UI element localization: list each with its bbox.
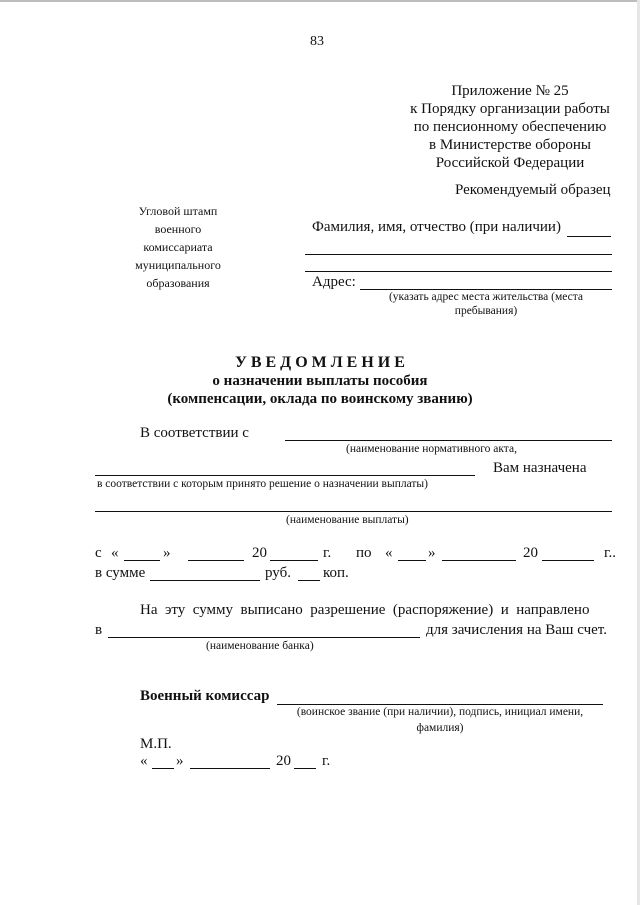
fio-field-line-1[interactable] [567,236,611,237]
act-field-line-2[interactable] [95,475,475,476]
period-to-prefix: по [356,545,372,561]
period-to-year-suffix: г.. [604,545,616,561]
address-hint-2: пребывания) [454,305,518,317]
period-from-year-field[interactable] [270,560,318,561]
seal-label: М.П. [140,736,172,752]
act-hint: (наименование нормативного акта, [346,443,517,455]
period-from-day-field[interactable] [124,560,160,561]
fio-label: Фамилия, имя, отчество (при наличии) [312,219,561,235]
page-number: 83 [310,34,324,49]
appendix-line-3: по пенсионному обеспечению [413,119,607,135]
period-from-year-suffix: г. [323,545,332,561]
period-to-quote-close: » [428,545,436,561]
date-year-prefix: 20 [276,753,291,769]
period-from-quote-close: » [163,545,171,561]
date-day-field[interactable] [152,768,174,769]
date-year-field[interactable] [294,768,316,769]
sum-kop-label: коп. [323,565,349,581]
date-month-field[interactable] [190,768,270,769]
recommended-sample: Рекомендуемый образец [455,182,611,198]
period-to-year-field[interactable] [542,560,594,561]
sum-rub-label: руб. [265,565,291,581]
commissar-hint-2: фамилия) [416,722,464,734]
stamp-line-1: Угловой штамп [138,204,218,218]
appendix-block [390,82,630,172]
permission-text: На эту сумму выписано разрешение (распоряжение) и направлено [140,602,590,618]
period-to-day-field[interactable] [398,560,426,561]
payment-hint: (наименование выплаты) [286,514,409,526]
period-from-quote-open: « [111,545,119,561]
notice-subtitle-1: о назначении выплаты пособия [212,373,428,389]
date-quote-close: » [176,753,184,769]
stamp-line-2: военного [154,222,202,236]
bank-suffix: для зачисления на Ваш счет. [426,622,607,638]
fio-field-line-2[interactable] [305,254,612,255]
fio-field-line-3[interactable] [305,271,612,272]
sum-rub-field[interactable] [150,580,260,581]
date-quote-open: « [140,753,148,769]
bank-hint: (наименование банка) [206,640,314,652]
commissar-hint-1: (воинское звание (при наличии), подпись, инициал имени, [296,706,584,718]
address-hint-1: (указать адрес места жительства (места [388,291,584,303]
stamp-line-3: комиссариата [143,240,213,254]
period-from-month-field[interactable] [188,560,244,561]
bank-field-line[interactable] [108,637,420,638]
date-year-suffix: г. [322,753,331,769]
period-from-prefix: с [95,545,102,561]
accordance-label: В соответствии с [140,425,249,441]
assigned-label: Вам назначена [493,460,587,476]
act-field-line[interactable] [285,440,612,441]
commissar-signature-line[interactable] [277,704,603,705]
period-from-year-prefix: 20 [252,545,267,561]
appendix-line-4: в Министерстве обороны [429,137,591,153]
commissar-label: Военный комиссар [140,688,270,704]
page-top-edge [0,0,640,2]
appendix-line-5: Российской Федерации [435,155,585,171]
corner-stamp [118,202,238,292]
stamp-line-5: образования [146,276,210,290]
stamp-line-4: муниципального [135,258,221,272]
address-field-line[interactable] [360,289,612,290]
appendix-line-1: Приложение № 25 [451,83,569,99]
notice-title: У В Е Д О М Л Е Н И Е [235,354,405,371]
appendix-line-2: к Порядку организации работы [410,101,610,117]
period-to-month-field[interactable] [442,560,516,561]
payment-field-line[interactable] [95,511,612,512]
bank-prefix: в [95,622,103,638]
notice-subtitle-2: (компенсации, оклада по воинскому званию) [167,391,473,407]
decision-hint: в соответствии с которым принято решение о назначении выплаты) [97,478,428,490]
period-to-year-prefix: 20 [523,545,538,561]
address-label: Адрес: [312,274,356,290]
sum-kop-field[interactable] [298,580,320,581]
period-to-quote-open: « [385,545,393,561]
sum-label: в сумме [95,565,146,581]
